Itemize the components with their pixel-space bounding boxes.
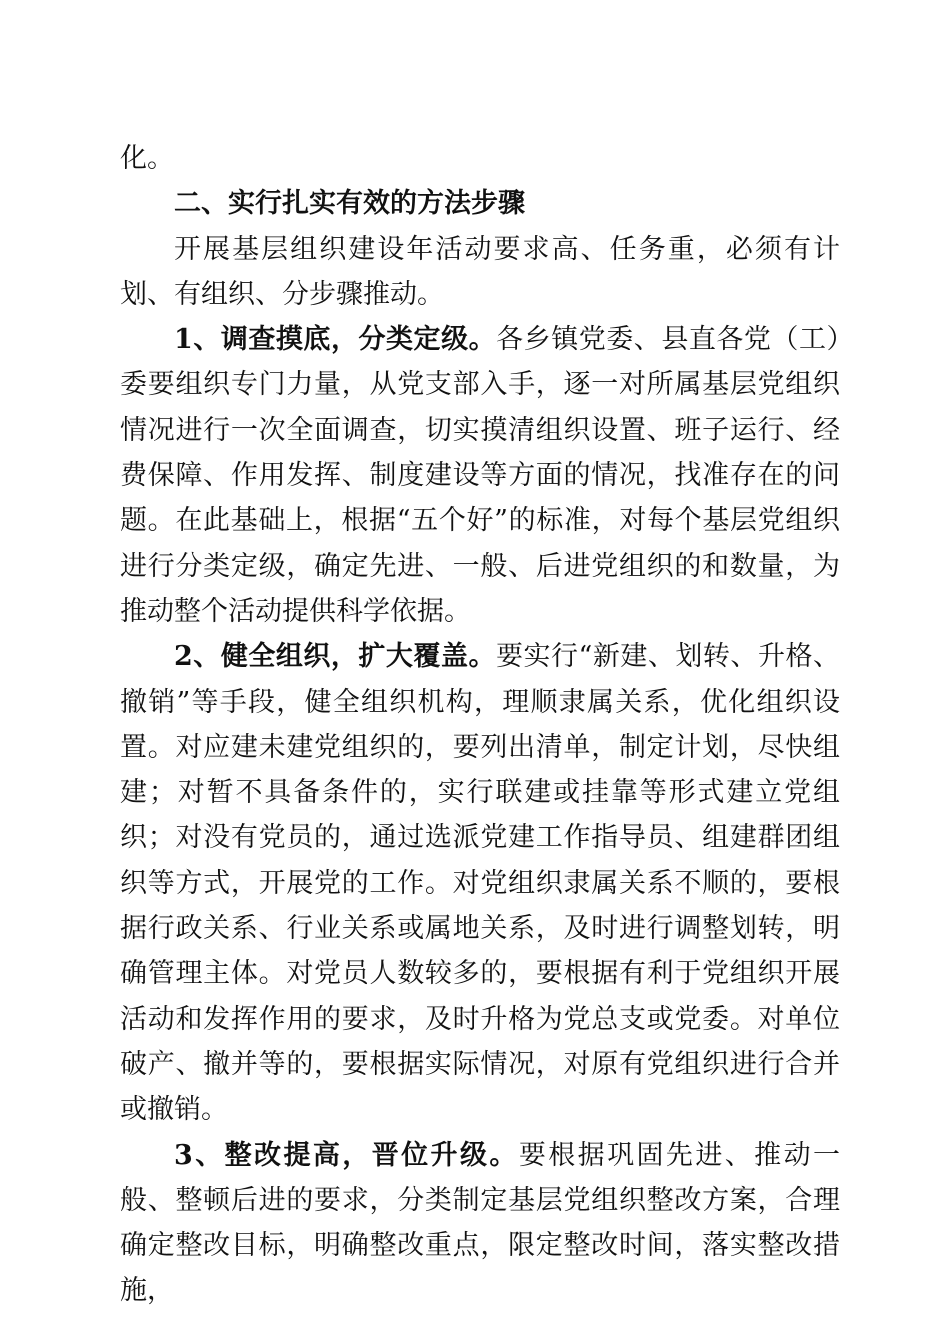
step-body-2: 要实行“新建、划转、升格、撤销”等手段，健全组织机构，理顺隶属关系，优化组织设置。对应建未建党组织的，要列出清单，制定计划，尽快组建；对暂不具备条件的，实行联建或挂靠等形式建立党组织；对没有党员的，通过选派党建工作指导员、组建群团组织等方式，开展党的工作。对党组织隶属关系不顺的，要根据行政关系、行业关系或属地关系，及时进行调整划转，明确管理主体。对党员人数较多的，要根据有利于党组织开展活动和发挥作用的要求，及时升格为党总支或党委。对单位破产、撤并等的，要根据实际情况，对原有党组织进行合并或撤销。 bbox=[120, 641, 840, 1126]
section-heading: 二、实行扎实有效的方法步骤 bbox=[174, 188, 525, 220]
step-heading-3: 3、整改提高，晋位升级。 bbox=[174, 1139, 519, 1171]
step-paragraph-3 bbox=[120, 1133, 840, 1314]
step-heading-1: 1、调查摸底，分类定级。 bbox=[174, 324, 497, 356]
document-page bbox=[120, 136, 840, 1314]
step-body-3: 要根据巩固先进、推动一般、整顿后进的要求，分类制定基层党组织整改方案，合理确定整改目标，明确整改重点，限定整改时间，落实整改措施， bbox=[120, 1139, 840, 1307]
step-paragraph-2 bbox=[120, 634, 840, 1132]
step-paragraph-1 bbox=[120, 317, 840, 634]
continuation-line: 化。 bbox=[120, 143, 174, 174]
intro-paragraph: 开展基层组织建设年活动要求高、任务重，必须有计划、有组织、分步骤推动。 bbox=[120, 233, 840, 310]
step-body-1: 各乡镇党委、县直各党（工）委要组织专门力量，从党支部入手，逐一对所属基层党组织情况进行一次全面调查，切实摸清组织设置、班子运行、经费保障、作用发挥、制度建设等方面的情况，找准存在的问题。在此基础上，根据“五个好”的标准，对每个基层党组织进行分类定级，确定先进、一般、后进党组织的和数量，为推动整个活动提供科学依据。 bbox=[120, 324, 840, 627]
step-heading-2: 2、健全组织，扩大覆盖。 bbox=[174, 641, 496, 673]
